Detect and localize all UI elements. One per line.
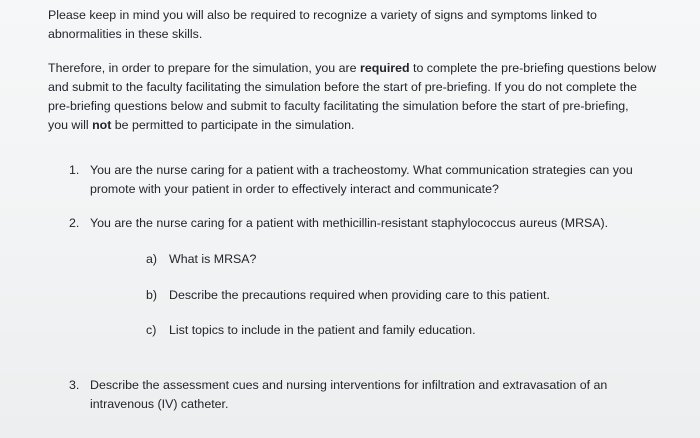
question-1-text <box>90 161 633 199</box>
instructions-line-4-end: be permitted to participate in the simulation. <box>111 118 355 132</box>
question-2-text: You are the nurse caring for a patient with methicillin-resistant staphylococcus aureus (MRSA). <box>90 216 609 230</box>
question-3-line-1: Describe the assessment cues and nursing interventions for infiltration and extravasation of an <box>90 378 608 392</box>
subquestion-c-letter: c) <box>146 323 157 337</box>
instructions-line-4-start: you will <box>48 118 93 132</box>
intro-paragraph <box>48 6 693 44</box>
intro-line-1: Please keep in mind you will also be required to recognize a variety of signs and symptoms linked to <box>48 8 597 22</box>
instructions-paragraph <box>48 59 693 135</box>
subquestion-c-text: List topics to include in the patient and family education. <box>169 323 476 337</box>
question-1-number: 1. <box>69 163 80 177</box>
subquestion-a-letter: a) <box>146 252 158 266</box>
instructions-line-1-start: Therefore, in order to prepare for the simulation, you are <box>48 61 360 75</box>
question-1-line-1: You are the nurse caring for a patient with a tracheostomy. What communication strategies can you <box>90 163 633 177</box>
question-3-line-2: intravenous (IV) catheter. <box>90 397 229 411</box>
question-3-number: 3. <box>69 378 80 392</box>
subquestion-a-text: What is MRSA? <box>169 252 257 266</box>
instructions-line-2: and submit to the faculty facilitating the simulation before the start of pre-briefing. If you do not complete the <box>48 80 637 94</box>
instructions-line-3: pre-briefing questions below and submit to faculty facilitating the simulation before the start of pre-briefing, <box>48 99 629 113</box>
question-2-number: 2. <box>69 216 80 230</box>
intro-line-2: abnormalities in these skills. <box>48 27 203 41</box>
question-1-line-2: promote with your patient in order to effectively interact and communicate? <box>90 182 499 196</box>
instructions-emphasis-not: not <box>92 118 112 132</box>
subquestion-b-text: Describe the precautions required when providing care to this patient. <box>169 288 550 302</box>
instructions-line-1-end: to complete the pre-briefing questions below <box>409 61 657 75</box>
subquestion-b-letter: b) <box>146 288 158 302</box>
question-3-text <box>90 376 607 414</box>
instructions-emphasis-required: required <box>360 61 410 75</box>
